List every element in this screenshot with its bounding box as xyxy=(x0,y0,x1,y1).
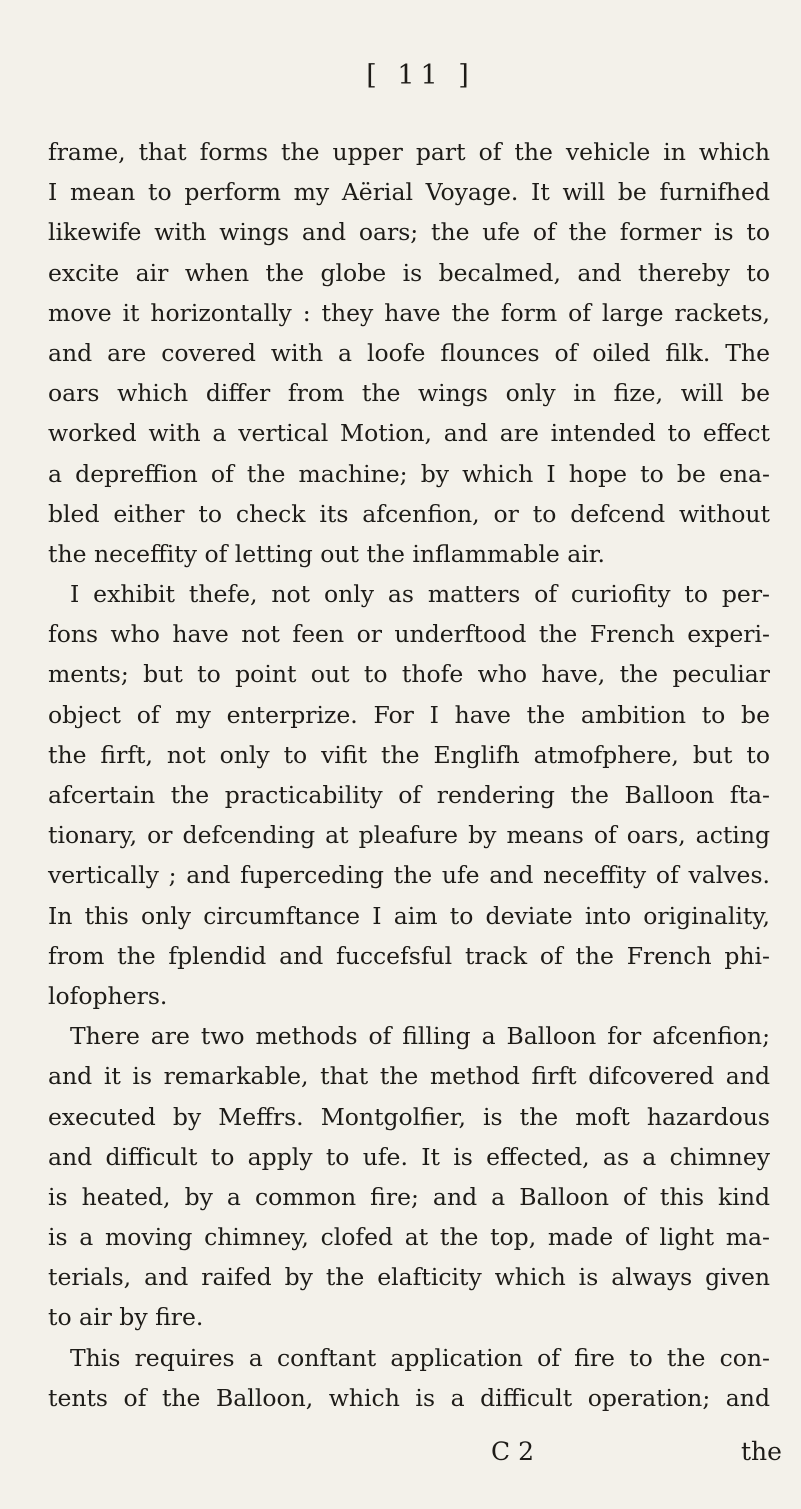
text-line: afcertain the practicability of rendering the Balloon fta- xyxy=(48,781,770,809)
body-text xyxy=(48,132,770,1418)
text-line: terials, and raifed by the elafticity which is always given xyxy=(48,1263,770,1292)
text-line: likewife with wings and oars; the ufe of the former is to xyxy=(48,218,770,247)
text-line: oars which differ from the wings only in fize, will be xyxy=(48,379,770,408)
text-line: the neceffity of letting out the inflammable air. xyxy=(48,539,605,568)
text-line: vertically ; and fuperceding the ufe and neceffity of valves. xyxy=(48,861,770,890)
text-line: There are two methods of filling a Balloon for afcenfion; xyxy=(70,1022,770,1051)
signature-mark: C 2 xyxy=(491,1437,534,1466)
text-line: worked with a vertical Motion, and are intended to effect xyxy=(48,419,770,448)
text-line: is a moving chimney, clofed at the top, made of light ma- xyxy=(48,1223,770,1252)
text-line: move it horizontally : they have the form of large rackets, xyxy=(48,298,770,327)
text-line: and are covered with a loofe flounces of oiled filk. The xyxy=(48,338,770,367)
text-line: the firft, not only to vifit the Englifh atmofphere, but to xyxy=(48,740,770,769)
text-line: is heated, by a common fire; and a Balloon of this kind xyxy=(48,1182,770,1211)
text-line: fons who have not feen or underftood the French experi- xyxy=(48,620,770,649)
text-line: lofophers. xyxy=(48,981,168,1010)
text-line: This requires a conftant application of fire to the con- xyxy=(70,1343,770,1372)
text-line: and it is remarkable, that the method firft difcovered and xyxy=(48,1062,770,1091)
text-line: and difficult to apply to ufe. It is effected, as a chimney xyxy=(48,1142,770,1171)
page-footer xyxy=(0,1437,801,1477)
text-line: tents of the Balloon, which is a difficult operation; and xyxy=(48,1383,770,1412)
text-line: excite air when the globe is becalmed, and thereby to xyxy=(48,258,770,287)
text-line: tionary, or defcending at pleafure by means of oars, acting xyxy=(48,821,770,850)
text-line: I mean to perform my Aërial Voyage. It will be furnifhed xyxy=(48,178,770,207)
text-line: ments; but to point out to thofe who have, the peculiar xyxy=(48,660,770,689)
catchword: the xyxy=(741,1437,782,1466)
page-number: [ 11 ] xyxy=(366,60,475,91)
text-line: bled either to check its afcenfion, or to defcend without xyxy=(48,499,770,528)
text-line: frame, that forms the upper part of the vehicle in which xyxy=(48,138,770,166)
text-line: executed by Meffrs. Montgolfier, is the moft hazardous xyxy=(48,1102,770,1131)
text-line: to air by fire. xyxy=(48,1303,204,1332)
text-line: object of my enterprize. For I have the ambition to be xyxy=(48,700,770,729)
text-line: In this only circumftance I aim to deviate into originality, xyxy=(48,901,770,930)
text-line: I exhibit thefe, not only as matters of curiofity to per- xyxy=(70,580,770,609)
text-line: a depreffion of the machine; by which I hope to be ena- xyxy=(48,459,770,488)
text-line: from the fplendid and fuccefsful track of the French phi- xyxy=(48,941,770,970)
